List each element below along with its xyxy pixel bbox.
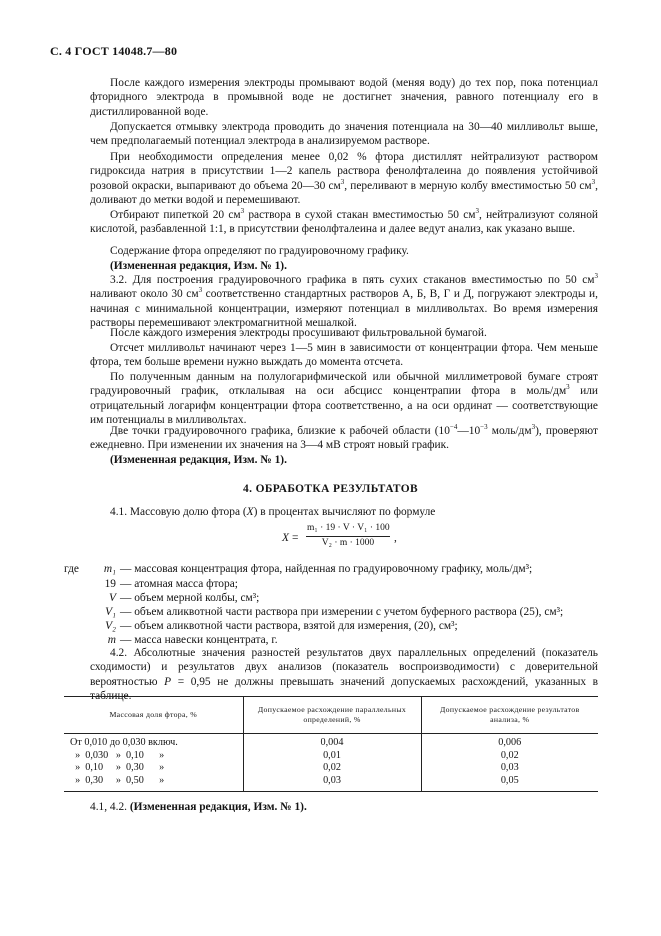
definition-symbol: V₁ (105, 606, 116, 618)
table-row (64, 750, 598, 763)
formula-lhs: X (282, 532, 289, 544)
formula-equals: = (292, 532, 299, 544)
table-cell-conv: 0,004 (243, 734, 421, 750)
amendment-footnote: 4.1, 4.2. (Измененная редакция, Изм. № 1). (90, 801, 307, 813)
definition-symbol: V (109, 592, 116, 604)
definition-symbol: m (107, 634, 116, 646)
table-cell-repr: 0,05 (421, 775, 598, 792)
paragraph-dry: После каждого измерения электроды просушивают фильтровальной бумагой. (110, 327, 487, 339)
table-header-cell: Массовая доля фтора, % (64, 697, 243, 734)
mass-fraction-formula (282, 523, 402, 553)
table-row (64, 734, 598, 750)
paragraph-3-2: 3.2. Для построения градуировочного графика в пять сухих стаканов вместимостью по 50 $см^3$ наливают около 30 $см^3$ соответственно стандартных растворов А, Б, В, Г и Д, погружают электроды и, начиная с минимальной концентрации, измеряют потенциал в милливольтах. Во время измерения растворы перемешивают электромагнитной мешалкой. (90, 272, 598, 330)
table-cell-repr: 0,006 (421, 734, 598, 750)
definition-item (64, 562, 532, 576)
amendment-note: (Измененная редакция, Изм. № 1). (110, 260, 287, 272)
definition-symbol: V₂ (105, 620, 116, 632)
table-cell-repr: 0,03 (421, 762, 598, 775)
paragraph-low-fluorine: При необходимости определения менее 0,02 % фтора дистиллят нейтрализуют раствором гидроксида натрия в присутствии 1—2 капель раствора фенолфталеина до появления устойчивой розовой окраски, выпаривают до объема 20—30 $см^3$, переливают в мерную колбу вместимостью 50 $см^3$, доливают до метки водой и перемешивают. (90, 151, 598, 207)
table-header-row (64, 697, 598, 734)
table-cell-range: От 0,010 до 0,030 включ. (70, 737, 178, 749)
definition-symbol: m₁ (103, 563, 116, 575)
page-header: С. 4 ГОСТ 14048.7—80 (50, 44, 178, 58)
definition-item (64, 591, 259, 605)
table-cell-range: » 0,30 » 0,50 » (64, 775, 243, 792)
definition-text: — масса навески концентрата, г. (120, 634, 278, 646)
table-header-cell: Допускаемое расхождение результатов анализа, % (421, 697, 598, 734)
section-heading: 4. ОБРАБОТКА РЕЗУЛЬТАТОВ (243, 483, 418, 495)
definition-text: — объем аликвотной части раствора, взятой для измерения, (20), см³; (120, 620, 458, 632)
paragraph-text: После каждого измерения электроды промывают водой (меняя воду) до тех пор, пока потенциал фторидного электрода в промывной воде не достигнет значения, равного потенциалу его в дистиллированной воде. (90, 77, 598, 118)
definition-text: — объем аликвотной части раствора при измерении с учетом буферного раствора (25), см³; (120, 606, 564, 618)
paragraph-4-1: 4.1. Массовую долю фтора (X) в процентах вычисляют по формуле (110, 506, 436, 518)
definition-text: — массовая концентрация фтора, найденная по градуировочному графику, моль/дм³; (120, 563, 533, 575)
formula-numerator: m₁ · 19 · V · V₁ · 100 (307, 523, 390, 533)
table-row (64, 775, 598, 792)
table-cell-repr: 0,02 (421, 750, 598, 763)
formula-denominator: V₂ · m · 1000 (321, 538, 375, 548)
paragraph-graph: По полученным данным на полулогарифмической или обычной миллиметровой бумаге строят градуировочный график, отклалывая на оси абсцисс концентрапии фтора в моль/$дм^3$ или отрицательный логарифм концентрации фтора соответственно, а на оси ординат — соответствующие им потенциалы в милливольтах. (90, 371, 598, 427)
definition-text: — атомная масса фтора; (120, 578, 238, 590)
paragraph-text: Допускается отмывку электрода проводить до значения потенциала на 30—40 милливольт выше, чем предполагаемый потенциал электрода в анализируемом растворе. (90, 121, 598, 148)
table-row (64, 762, 598, 775)
paragraph-two-points: Две точки градуировочного графика, близкие к рабочей области ($10^{-4}—10^{-3}$ моль/$дм^3$), проверяют ежедневно. При изменении их значения на 3—4 мВ строят новый график. (90, 423, 598, 452)
table-header-cell: Допускаемое расхождение параллельных определений, % (243, 697, 421, 734)
definition-text: — объем мерной колбы, см³; (120, 592, 260, 604)
paragraph-pipette: Отбирают пипеткой 20 $см^3$ раствора в сухой стакан вместимостью 50 $см^3$, нейтрализуют соляной кислотой, разбавленной 1:1, в присутствии фенолфталеина и далее ведут анализ, как указано выше. (90, 207, 598, 236)
definition-item (64, 577, 238, 591)
table-cell-conv: 0,01 (243, 750, 421, 763)
table-cell-conv: 0,03 (243, 775, 421, 792)
definition-item (64, 619, 458, 633)
table-cell-range: » 0,030 » 0,10 » (70, 749, 165, 761)
paragraph-rinse (90, 76, 598, 119)
table-cell-conv: 0,02 (243, 762, 421, 775)
definition-prefix: где (64, 563, 79, 575)
fraction-bar (306, 536, 390, 537)
formula-comma: , (394, 532, 397, 544)
paragraph-reading: Отсчет милливольт начинают через 1—5 мин в зависимости от концентрации фтора. Чем меньше фтора, тем больше времени нужно выждать до момента отсчета. (90, 342, 598, 369)
paragraph-content: Содержание фтора определяют по градуировочному графику. (110, 245, 409, 257)
definition-symbol: 19 (104, 578, 116, 590)
definition-item (64, 605, 563, 619)
paragraph-rinse-allowed (90, 120, 598, 149)
amendment-note: (Измененная редакция, Изм. № 1). (110, 454, 287, 466)
table-cell-range: » 0,10 » 0,30 » (70, 762, 165, 774)
tolerance-table (64, 696, 598, 792)
paragraph-4-2: 4.2. Абсолютные значения разностей результатов двух параллельных определений (показатель сходимости) и результатов двух анализов (показатель воспроизводимости) с доверительной вероятностью P = 0,95 не должны превышать значений допускаемых расхождений, указанных в таблице. (90, 647, 598, 703)
